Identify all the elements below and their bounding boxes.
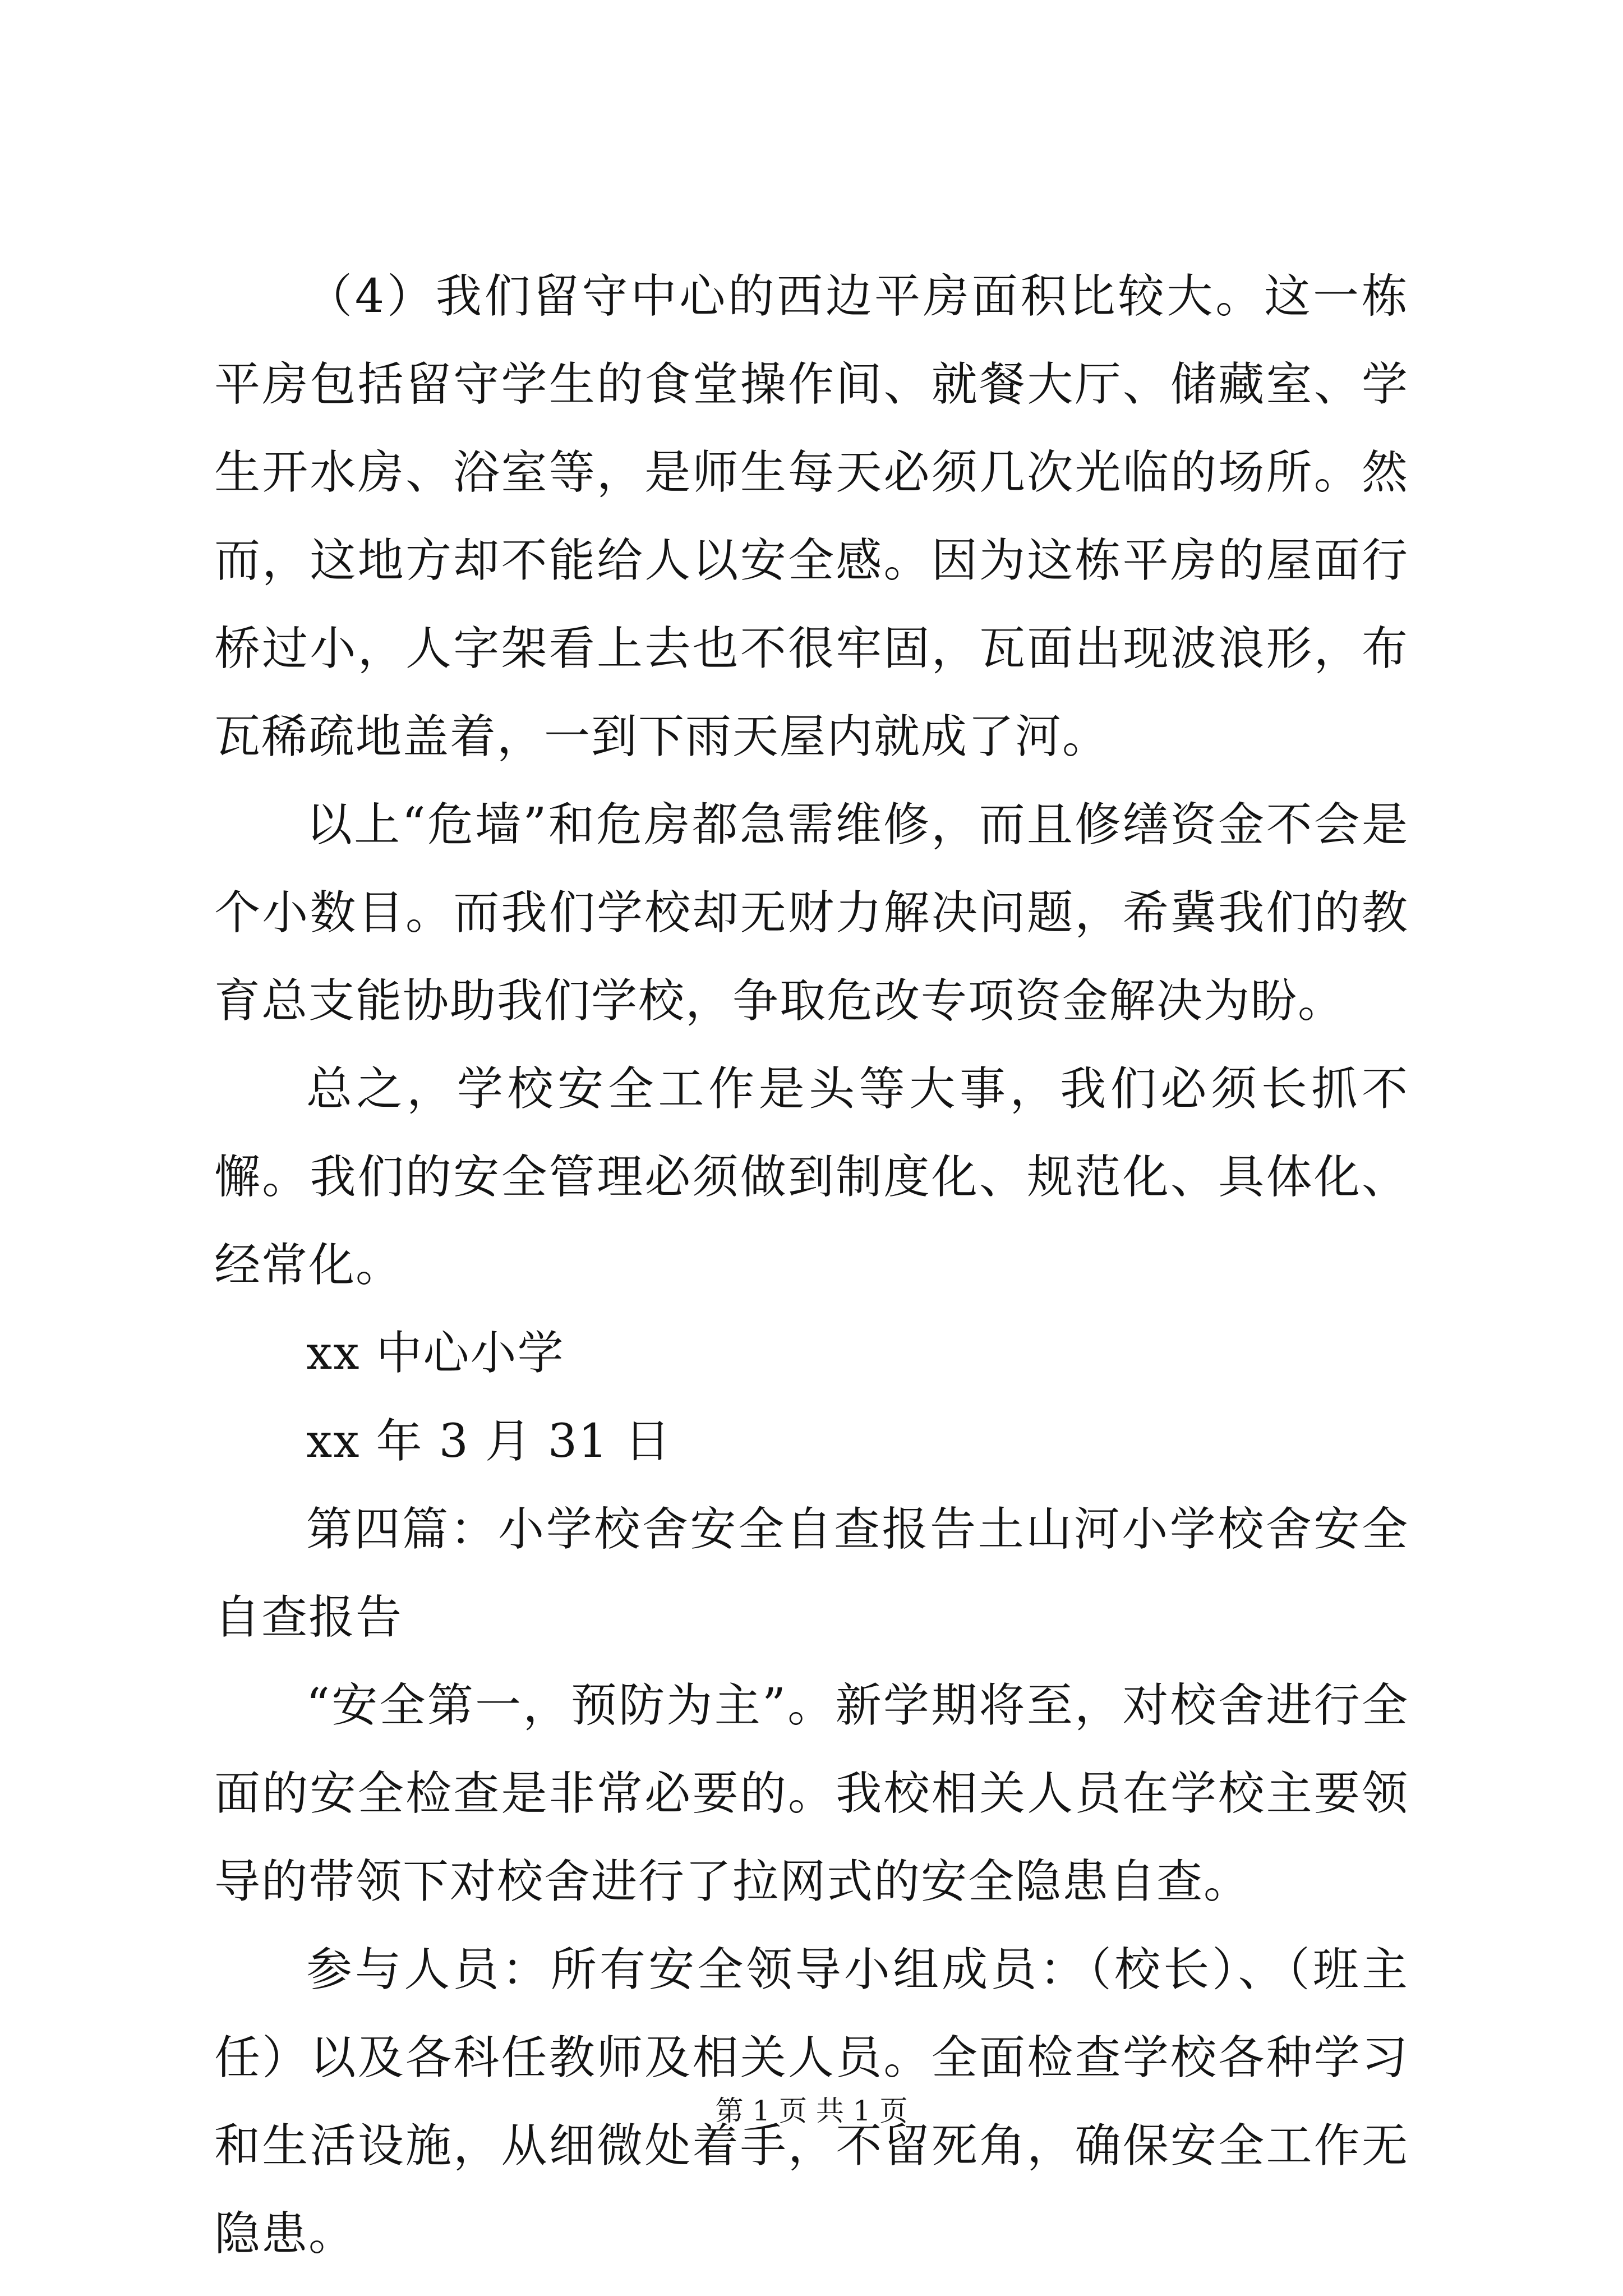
document-body bbox=[214, 252, 1409, 2278]
paragraph-participants: 参与人员：所有安全领导小组成员：（校长）、（班主任）以及各科任教师及相关人员。全面检查学校各种学习和生活设施，从细微处着手，不留死角，确保安全工作无隐患。 bbox=[214, 1943, 1409, 2261]
paragraph-safety-first: “安全第一，预防为主”。新学期将至，对校舍进行全面的安全检查是非常必要的。我校相关人员在学校主要领导的带领下对校舍进行了拉网式的安全隐患自查。 bbox=[214, 1679, 1409, 1908]
section-heading: 第四篇：小学校舍安全自查报告土山河小学校舍安全自查报告 bbox=[214, 1503, 1409, 1644]
signature-organization: xx 中心小学 bbox=[306, 1327, 565, 1380]
paragraph-repair-request: 以上“危墙”和危房都急需维修，而且修缮资金不会是个小数目。而我们学校却无财力解决问题，希冀我们的教育总支能协助我们学校，争取危改专项资金解决为盼。 bbox=[214, 798, 1409, 1028]
paragraph-building-description: （4）我们留守中心的西边平房面积比较大。这一栋平房包括留守学生的食堂操作间、就餐大厅、储藏室、学生开水房、浴室等，是师生每天必须几次光临的场所。然而，这地方却不能给人以安全感。因为这栋平房的屋面行桥过小，人字架看上去也不很牢固，瓦面出现波浪形，布瓦稀疏地盖着，一到下雨天屋内就成了河。 bbox=[214, 270, 1409, 763]
signature-date: xx 年 3 月 31 日 bbox=[306, 1415, 672, 1468]
page-footer: 第 1 页 共 1 页 bbox=[715, 2095, 908, 2127]
paragraph-summary: 总之，学校安全工作是头等大事，我们必须长抓不懈。我们的安全管理必须做到制度化、规范化、具体化、经常化。 bbox=[214, 1062, 1409, 1292]
